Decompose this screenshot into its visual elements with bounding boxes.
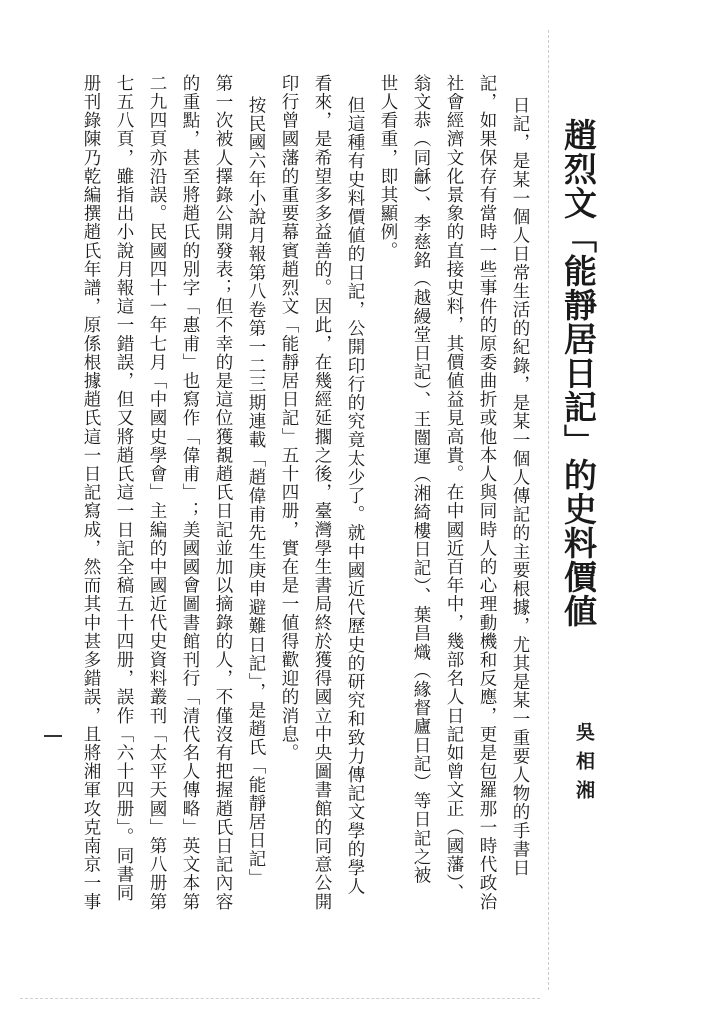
text-column-12: 二九四頁亦沿誤。民國四十一年七月「中國史學會」主編的中國近代史資料叢刊「太平天國」第八册第 (147, 74, 167, 911)
text-column-1: 日記，是某一個人日常生活的紀錄，是某一個人傳記的主要根據，尤其是某一重要人物的手書日 (510, 96, 530, 878)
page-bottom-rule (20, 998, 540, 999)
text-column-3: 社會經濟文化景象的直接史料，其價値益見高貴。在中國近百年中，幾部名人日記如曾文正（國藩）、 (444, 74, 464, 903)
text-column-2: 記，如果保存有當時一些事件的原委曲折或他本人與同時人的心理動機和反應，更是包羅那一時代政治 (477, 74, 497, 911)
text-column-14: 册刊錄陳乃乾編撰趙氏年譜，原係根據趙氏這一日記寫成，然而其中甚多錯誤，且將湘軍攻克南京一事 (81, 74, 101, 911)
article-author: 吳相湘 (573, 722, 595, 809)
text-column-11: 的重點，甚至將趙氏的別字「惠甫」也寫作「偉甫」；美國國會圖書館刊行「清代名人傳略」英文本第 (180, 74, 200, 911)
text-column-10: 第一次被人擇錄公開發表；但不幸的是這位獲覩趙氏日記並加以摘錄的人，不僅沒有把握趙氏日記內容 (213, 74, 233, 911)
page-mark (44, 735, 62, 737)
text-column-4: 翁文恭（同龢）、李慈銘（越縵堂日記）、王闓運（湘綺樓日記）、葉昌熾（緣督廬日記）等日記之被 (411, 74, 431, 885)
article-title: 趙烈文「能靜居日記」的史料價値 (559, 118, 598, 628)
text-column-5: 世人看重，即其顯例。 (378, 74, 398, 260)
text-column-7: 看來，是希望多多益善的。因此，在幾經延擱之後，臺灣學生書局終於獲得國立中央圖書館的同意公開 (312, 74, 332, 911)
text-column-13: 七五八頁，雖指出小說月報這一錯誤，但又將趙氏這一日記全稿五十四册，誤作「六十四册」。同書同 (114, 74, 134, 903)
text-column-6: 但這種有史料價値的日記，公開印行的究竟太少了。就中國近代歷史的研究和致力傳記文學的學人 (345, 96, 365, 896)
text-column-8: 印行曾國藩的重要幕賓趙烈文「能靜居日記」五十四册，實在是一値得歡迎的消息。 (279, 74, 299, 763)
page-edge-rule (548, 30, 549, 990)
text-column-9: 按民國六年小說月報第八卷第一二三期連載「趙偉甫先生庚申避難日記」，是趙氏「能靜居日記」 (246, 96, 266, 888)
